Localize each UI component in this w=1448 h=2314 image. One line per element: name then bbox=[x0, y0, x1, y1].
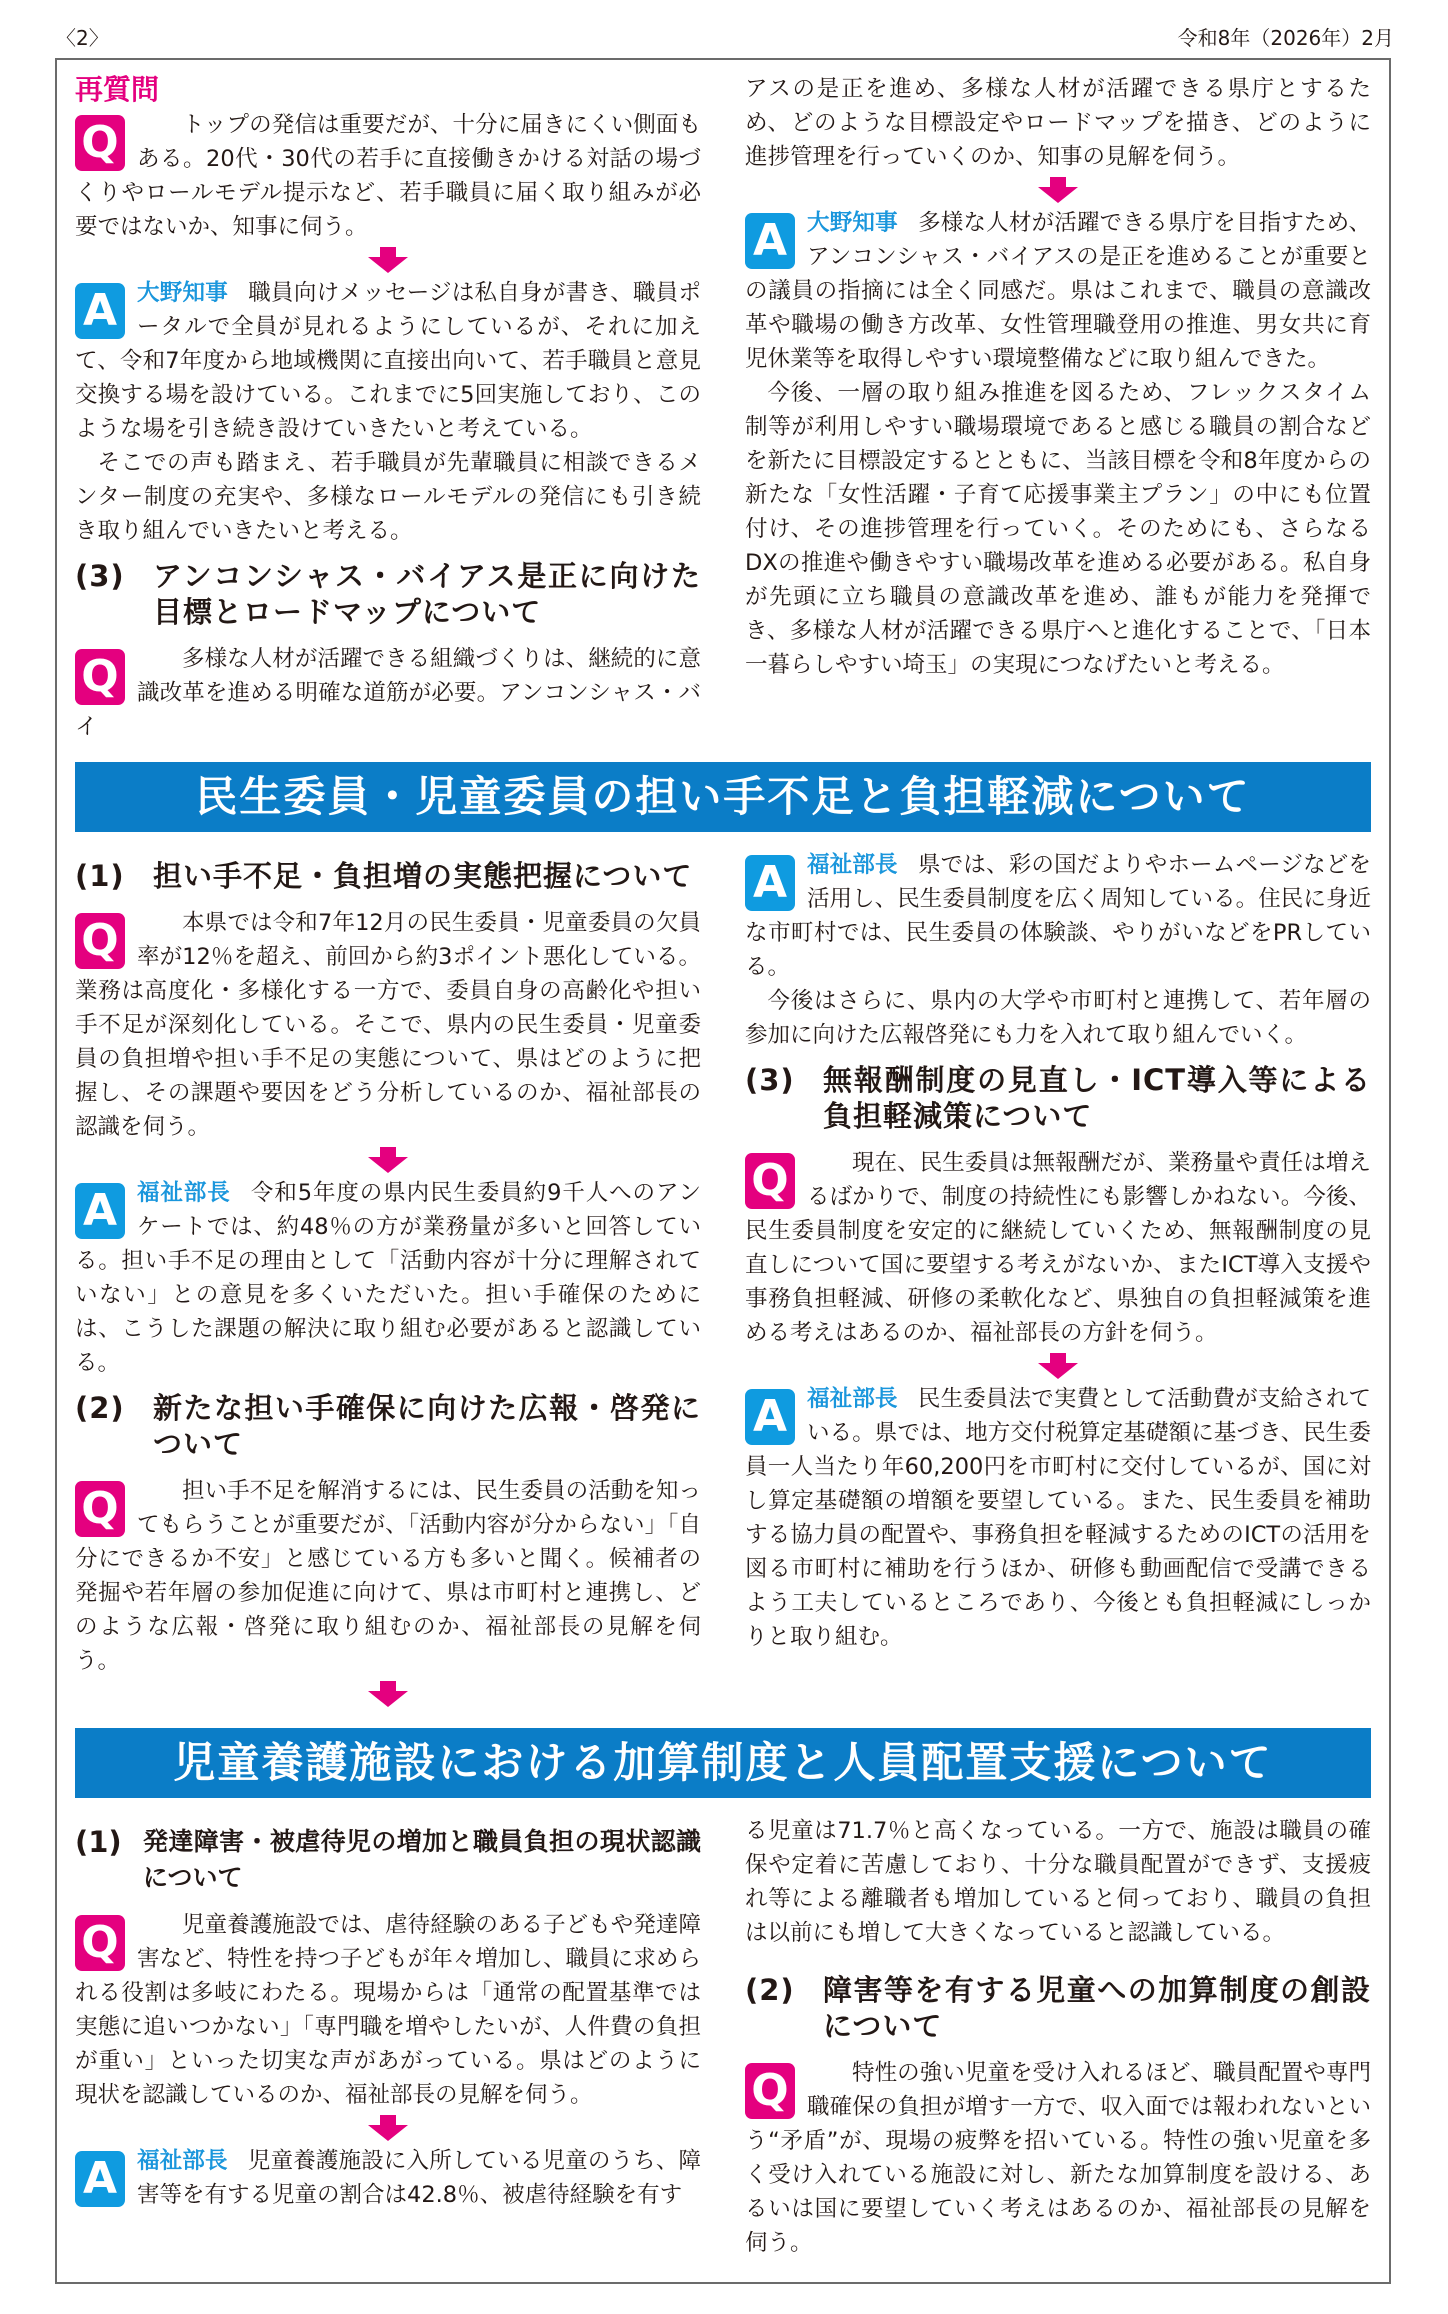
down-arrow-icon bbox=[75, 2112, 701, 2144]
s2-left-column bbox=[75, 848, 701, 1710]
q-badge-icon: Q bbox=[75, 115, 125, 171]
section-heading bbox=[745, 1062, 1371, 1134]
page-number: 〈2〉 bbox=[56, 26, 109, 50]
s3-row bbox=[75, 1814, 1371, 2260]
answer-speaker: 大野知事 bbox=[137, 280, 229, 306]
question-text-continued: アスの是正を進め、多様な人材が活躍できる県庁とするため、どのような目標設定やロードマップを描き、どのように進捗管理を行っていくのか、知事の見解を伺う。 bbox=[745, 76, 1371, 170]
s1-row bbox=[75, 72, 1371, 744]
section-heading bbox=[75, 858, 701, 894]
a-badge-icon: A bbox=[745, 855, 795, 911]
re-question-label: 再質問 bbox=[75, 73, 160, 106]
a-badge-icon: A bbox=[75, 283, 125, 339]
question-text: 現在、民生委員は無報酬だが、業務量や責任は増えるばかりで、制度の持続性にも影響しかねない。今後、民生委員制度を安定的に継続していくため、無報酬制度の見直しについて国に要望する考えがないか、またICT導入支援や事務負担軽減、研修の柔軟化など、県独自の負担軽減策を進める考えはあるのか、福祉部長の方針を伺う。 bbox=[745, 1150, 1371, 1346]
s2-row bbox=[75, 848, 1371, 1710]
section-banner: 民生委員・児童委員の担い手不足と負担軽減について bbox=[75, 762, 1371, 832]
question-block bbox=[745, 1146, 1371, 1350]
question-block bbox=[75, 1908, 701, 2112]
answer-text: 県では、彩の国だよりやホームページなどを活用し、民生委員制度を広く周知している。住民に身近な市町村では、民生委員の体験談、やりがいなどをPRしている。 bbox=[745, 852, 1371, 980]
answer-speaker: 福祉部長 bbox=[807, 1386, 898, 1412]
heading-number: (2) bbox=[75, 1391, 125, 1425]
answer-speaker: 福祉部長 bbox=[137, 1180, 231, 1206]
question-block bbox=[75, 1474, 701, 1678]
question-block bbox=[745, 2056, 1371, 2260]
section-heading bbox=[75, 1824, 701, 1896]
question-text: トップの発信は重要だが、十分に届きにくい側面もある。20代・30代の若手に直接働きかける対話の場づくりやロールモデル提示など、若手職員に届く取り組みが必要ではないか、知事に伺う。 bbox=[75, 112, 701, 240]
heading-title: 障害等を有する児童への加算制度の創設について bbox=[823, 1973, 1371, 2043]
down-arrow-icon bbox=[75, 244, 701, 276]
answer-block bbox=[75, 2144, 701, 2212]
answer-block bbox=[75, 276, 701, 548]
answer-text-2: そこでの声も踏まえ、若手職員が先輩職員に相談できるメンター制度の充実や、多様なロールモデルの発信にも引き続き取り組んでいきたいと考える。 bbox=[75, 450, 701, 544]
question-block bbox=[75, 108, 701, 244]
question-text: 児童養護施設では、虐待経験のある子どもや発達障害など、特性を持つ子どもが年々増加し、職員に求められる役割は多岐にわたる。現場からは「通常の配置基準では実態に追いつかない」「専門職を増やしたいが、人件費の負担が重い」といった切実な声があがっている。県はどのように現状を認識しているのか、福祉部長の見解を伺う。 bbox=[75, 1912, 701, 2108]
answer-text: 児童養護施設に入所している児童のうち、障害等を有する児童の割合は42.8％、被虐待経験を有す bbox=[137, 2148, 701, 2208]
a-badge-icon: A bbox=[745, 213, 795, 269]
heading-number: (1) bbox=[75, 1825, 122, 1859]
answer-block bbox=[745, 206, 1371, 682]
a-badge-icon: A bbox=[75, 2151, 125, 2207]
heading-number: (3) bbox=[75, 559, 125, 593]
answer-text-2: 今後はさらに、県内の大学や市町村と連携して、若年層の参加に向けた広報啓発にも力を入れて取り組んでいく。 bbox=[745, 988, 1371, 1048]
q-badge-icon: Q bbox=[75, 913, 125, 969]
question-text: 担い手不足を解消するには、民生委員の活動を知ってもらうことが重要だが、「活動内容が分からない」「自分にできるか不安」と感じている方も多いと聞く。候補者の発掘や若年層の参加促進に向けて、県は市町村と連携し、どのような広報・啓発に取り組むのか、福祉部長の見解を伺う。 bbox=[75, 1478, 701, 1674]
section-heading bbox=[75, 558, 701, 630]
question-block bbox=[75, 642, 701, 744]
answer-text: 職員向けメッセージは私自身が書き、職員ポータルで全員が見れるようにしているが、それに加えて、令和7年度から地域機関に直接出向いて、若手職員と意見交換する場を設けている。これまでに5回実施しており、このような場を引き続き設けていきたいと考えている。 bbox=[75, 280, 701, 442]
question-text: 多様な人材が活躍できる組織づくりは、継続的に意識改革を進める明確な道筋が必要。アンコンシャス・バイ bbox=[75, 646, 701, 740]
down-arrow-icon bbox=[75, 1144, 701, 1176]
q-badge-icon: Q bbox=[75, 649, 125, 705]
q-badge-icon: Q bbox=[75, 1481, 125, 1537]
heading-title: アンコンシャス・バイアス是正に向けた目標とロードマップについて bbox=[153, 559, 701, 629]
answer-speaker: 福祉部長 bbox=[807, 852, 898, 878]
section-heading bbox=[75, 1390, 701, 1462]
answer-text: 多様な人材が活躍できる県庁を目指すため、アンコンシャス・バイアスの是正を進めることが重要との議員の指摘には全く同感だ。県はこれまで、職員の意識改革や職場の働き方改革、女性管理職登用の推進、男女共に育児休業等を取得しやすい環境整備などに取り組んできた。 bbox=[745, 210, 1371, 372]
answer-text-2: 今後、一層の取り組み推進を図るため、フレックスタイム制等が利用しやすい職場環境であると感じる職員の割合などを新たに目標設定するとともに、当該目標を令和8年度からの新たな「女性活躍・子育て応援事業主プラン」の中にも位置付け、その進捗管理を行っていく。そのためにも、さらなるDXの推進や働きやすい職場改革を進める必要がある。私自身が先頭に立ち職員の意識改革を進め、誰もが能力を発揮でき、多様な人材が活躍できる県庁へと進化することで、「日本一暮らしやすい埼玉」の実現につなげたいと考える。 bbox=[745, 380, 1371, 678]
a-badge-icon: A bbox=[745, 1389, 795, 1445]
down-arrow-icon bbox=[745, 174, 1371, 206]
q-badge-icon: Q bbox=[745, 1153, 795, 1209]
question-block bbox=[75, 906, 701, 1144]
question-text: 本県では令和7年12月の民生委員・児童委員の欠員率が12％を超え、前回から約3ポイント悪化している。業務は高度化・多様化する一方で、委員自身の高齢化や担い手不足が深刻化している。そこで、県内の民生委員・児童委員の負担増や担い手不足の実態について、県はどのように把握し、その課題や要因をどう分析しているのか、福祉部長の認識を伺う。 bbox=[75, 910, 701, 1140]
answer-block bbox=[745, 848, 1371, 1052]
heading-number: (2) bbox=[745, 1973, 795, 2007]
heading-number: (3) bbox=[745, 1063, 795, 1097]
answer-text: 民生委員法で実費として活動費が支給されている。県では、地方交付税算定基礎額に基づき、民生委員一人当たり年60,200円を市町村に交付しているが、国に対し算定基礎額の増額を要望している。また、民生委員を補助する協力員の配置や、事務負担を軽減するためのICTの活用を図る市町村に補助を行うほか、研修も動画配信で受講できるよう工夫しているところであり、今後とも負担軽減にしっかりと取り組む。 bbox=[745, 1386, 1371, 1650]
answer-block bbox=[75, 1176, 701, 1380]
s3-left-column bbox=[75, 1814, 701, 2260]
heading-title: 新たな担い手確保に向けた広報・啓発について bbox=[153, 1391, 701, 1461]
issue-date: 令和8年（2026年）2月 bbox=[1177, 26, 1394, 50]
answer-block bbox=[745, 1382, 1371, 1654]
q-badge-icon: Q bbox=[745, 2063, 795, 2119]
down-arrow-icon bbox=[75, 1678, 701, 1710]
page-header bbox=[0, 0, 1448, 58]
page-frame bbox=[55, 58, 1391, 2284]
s1-right-column bbox=[745, 72, 1371, 744]
down-arrow-icon bbox=[745, 1350, 1371, 1382]
answer-speaker: 福祉部長 bbox=[137, 2148, 228, 2174]
section-heading bbox=[745, 1972, 1371, 2044]
heading-number: (1) bbox=[75, 859, 125, 893]
heading-title: 発達障害・被虐待児の増加と職員負担の現状認識について bbox=[143, 1827, 701, 1892]
a-badge-icon: A bbox=[75, 1183, 125, 1239]
heading-title: 無報酬制度の見直し・ICT導入等による負担軽減策について bbox=[823, 1063, 1371, 1133]
s1-left-column bbox=[75, 72, 701, 744]
answer-text: 令和5年度の県内民生委員約9千人へのアンケートでは、約48％の方が業務量が多いと回答している。担い手不足の理由として「活動内容が十分に理解されていない」との意見を多くいただいた。担い手確保のためには、こうした課題の解決に取り組む必要があると認識している。 bbox=[75, 1180, 701, 1376]
s3-right-column bbox=[745, 1814, 1371, 2260]
question-text: 特性の強い児童を受け入れるほど、職員配置や専門職確保の負担が増す一方で、収入面では報われないという“矛盾”が、現場の疲弊を招いている。特性の強い児童を多く受け入れている施設に対し、新たな加算制度を設ける、あるいは国に要望していく考えはあるのか、福祉部長の見解を伺う。 bbox=[745, 2060, 1371, 2256]
s2-right-column bbox=[745, 848, 1371, 1710]
answer-speaker: 大野知事 bbox=[807, 210, 898, 236]
answer-text-continued: る児童は71.7％と高くなっている。一方で、施設は職員の確保や定着に苦慮しており、十分な職員配置ができず、支援疲れ等による離職者も増加していると伺っており、職員の負担は以前にも増して大きくなっていると認識している。 bbox=[745, 1818, 1371, 1946]
section-banner: 児童養護施設における加算制度と人員配置支援について bbox=[75, 1728, 1371, 1798]
heading-title: 担い手不足・負担増の実態把握について bbox=[153, 859, 693, 893]
q-badge-icon: Q bbox=[75, 1915, 125, 1971]
